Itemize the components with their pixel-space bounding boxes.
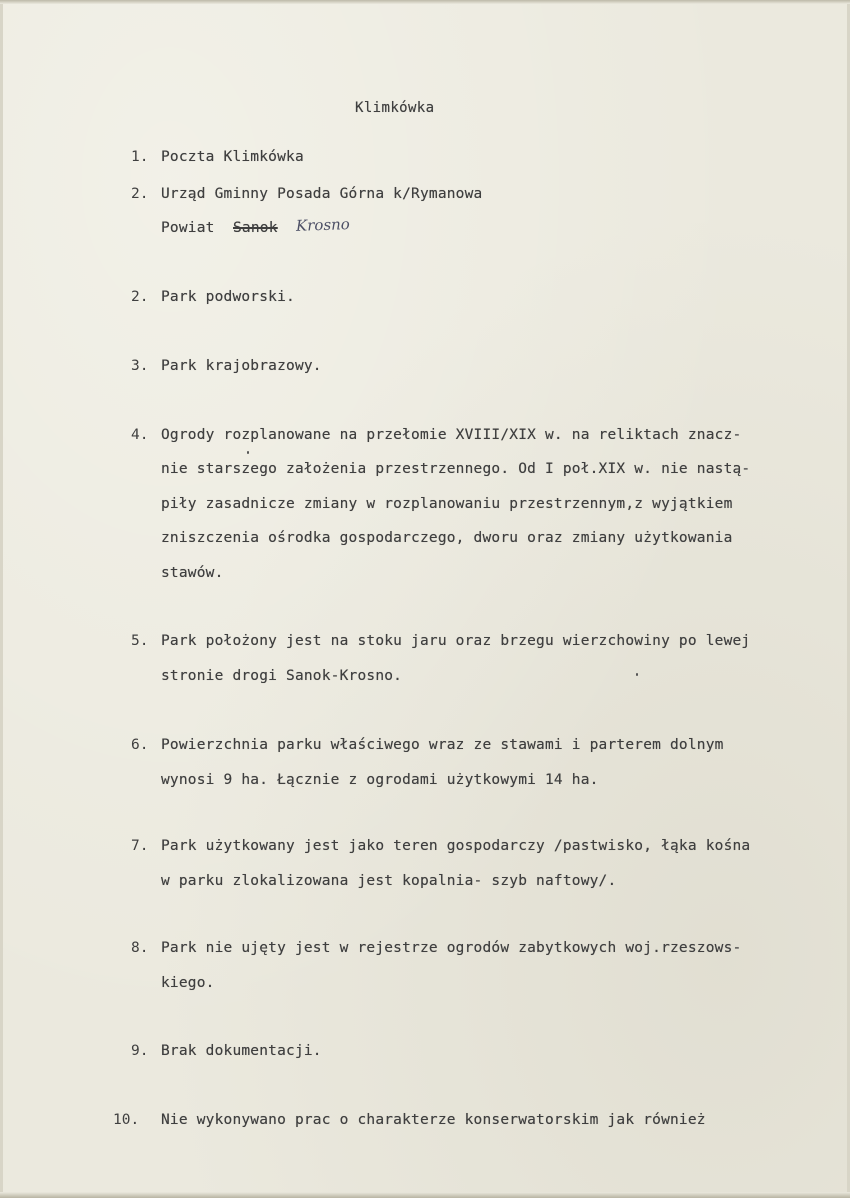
powiat-label: Powiat: [161, 220, 215, 236]
item-line: stawów.: [161, 565, 224, 581]
page-edge-bottom: [0, 1192, 850, 1198]
item-number: 10.: [113, 1112, 140, 1128]
item-line: Park podworski.: [161, 289, 295, 305]
item-number: 5.: [131, 633, 149, 649]
ink-speck: [247, 451, 249, 454]
item-line: Park położony jest na stoku jaru oraz brzegu wierzchowiny po lewej: [161, 633, 751, 649]
ink-speck: [636, 673, 638, 676]
item-line: wynosi 9 ha. Łącznie z ogrodami użytkowymi 14 ha.: [161, 772, 599, 788]
header-line-number: 1.: [131, 149, 149, 165]
page-edge-top: [0, 0, 850, 4]
item-line: Park użytkowany jest jako teren gospodarczy /pastwisko, łąka kośna: [161, 838, 751, 854]
item-line: Brak dokumentacji.: [161, 1043, 322, 1059]
item-number: 6.: [131, 737, 149, 753]
item-line: w parku zlokalizowana jest kopalnia- szyb naftowy/.: [161, 873, 617, 889]
header-line-text: Urząd Gminny Posada Górna k/Rymanowa: [161, 186, 483, 202]
item-line: Nie wykonywano prac o charakterze konserwatorskim jak również: [161, 1112, 706, 1128]
item-number: 3.: [131, 358, 149, 374]
header-line-number: 2.: [131, 186, 149, 202]
item-number: 8.: [131, 940, 149, 956]
item-line: piły zasadnicze zmiany w rozplanowaniu przestrzennym,z wyjątkiem: [161, 496, 733, 512]
header-line-text: Poczta Klimkówka: [161, 149, 304, 165]
item-line: Powierzchnia parku właściwego wraz ze stawami i parterem dolnym: [161, 737, 724, 753]
powiat-struck-word: Sanok: [233, 220, 278, 236]
item-line: Park krajobrazowy.: [161, 358, 322, 374]
item-line: stronie drogi Sanok-Krosno.: [161, 668, 403, 684]
powiat-handwritten-correction: Krosno: [295, 215, 351, 235]
item-line: nie starszego założenia przestrzennego. Od I poł.XIX w. nie nastą-: [161, 461, 751, 477]
document-title: Klimkówka: [355, 100, 435, 116]
item-number: 4.: [131, 427, 149, 443]
item-number: 9.: [131, 1043, 149, 1059]
item-line: Ogrody rozplanowane na przełomie XVIII/XIX w. na reliktach znacz-: [161, 427, 742, 443]
item-line: zniszczenia ośrodka gospodarczego, dworu oraz zmiany użytkowania: [161, 530, 733, 546]
item-line: kiego.: [161, 975, 215, 991]
item-number: 2.: [131, 289, 149, 305]
item-line: Park nie ujęty jest w rejestrze ogrodów zabytkowych woj.rzeszows-: [161, 940, 742, 956]
item-number: 7.: [131, 838, 149, 854]
